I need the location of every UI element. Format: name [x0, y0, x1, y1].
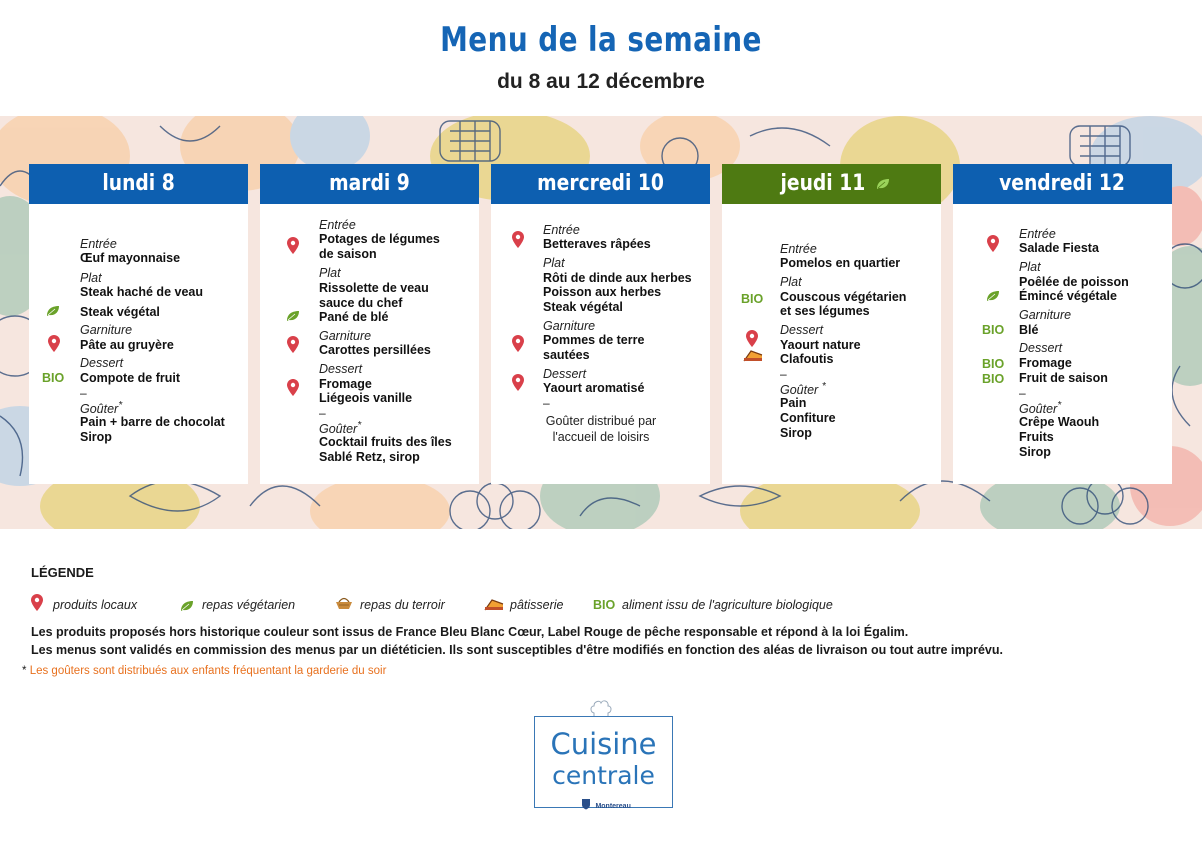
location-pin-icon: [987, 235, 999, 257]
pastry-icon: [743, 349, 763, 367]
dish-dessert-2: Liégeois vanille: [319, 391, 413, 405]
bio-badge: BIO: [982, 357, 1005, 371]
label-plat: Plat: [80, 271, 102, 285]
dish-plat-2: et ses légumes: [780, 304, 870, 318]
location-pin-icon: [287, 379, 299, 401]
dish-entree: Potages de légumes: [319, 232, 440, 246]
bio-badge: BIO: [741, 292, 764, 306]
dish-dessert: Compote de fruit: [80, 371, 180, 385]
basket-icon: [335, 597, 353, 615]
label-gouter: Goûter*: [80, 400, 123, 417]
info-line-1: Les produits proposés hors historique couleur sont issus de France Bleu Blanc Cœur, Label Rouge de pêche responsable et répond à la loi Égalim.: [31, 625, 909, 639]
dish-garniture-2: sautées: [543, 348, 590, 362]
day-header: mardi 9: [260, 164, 479, 204]
dish-garniture: Blé: [1019, 323, 1039, 337]
label-entree: Entrée: [1019, 227, 1056, 241]
location-pin-icon: [512, 231, 524, 253]
dish-dessert: Fromage: [319, 377, 372, 391]
leaf-icon: [286, 309, 300, 327]
label-entree: Entrée: [319, 218, 356, 232]
location-pin-icon: [31, 594, 43, 616]
dish-entree: Pomelos en quartier: [780, 256, 901, 270]
location-pin-icon: [512, 374, 524, 396]
bio-badge: BIO: [42, 371, 65, 385]
dish-gouter-3: Sirop: [780, 426, 812, 440]
separator-dash: –: [780, 367, 787, 381]
dish-garniture: Carottes persillées: [319, 343, 431, 357]
dish-plat-2: Poisson aux herbes: [543, 285, 662, 299]
separator-dash: –: [319, 406, 326, 420]
label-gouter: Goûter*: [319, 420, 362, 437]
dish-plat-vegetarien: Pané de blé: [319, 310, 389, 324]
dish-gouter-2: Fruits: [1019, 430, 1054, 444]
dish-plat: Rissolette de veau: [319, 281, 429, 295]
label-entree: Entrée: [80, 237, 117, 251]
dish-entree-2: de saison: [319, 247, 377, 261]
location-pin-icon: [287, 336, 299, 358]
dish-gouter-2: Sablé Retz, sirop: [319, 450, 420, 464]
label-garniture: Garniture: [1019, 308, 1072, 322]
label-entree: Entrée: [543, 223, 580, 237]
dish-plat-vegetarien: Émincé végétale: [1019, 289, 1117, 303]
dish-gouter: Pain + barre de chocolat: [80, 415, 225, 429]
logo-line-2: centrale: [552, 761, 655, 790]
label-dessert: Dessert: [1019, 341, 1063, 355]
dish-dessert: Fromage: [1019, 356, 1072, 370]
label-dessert: Dessert: [780, 323, 824, 337]
label-dessert: Dessert: [80, 356, 124, 370]
day-header: mercredi 10: [491, 164, 710, 204]
dish-entree: Salade Fiesta: [1019, 241, 1099, 255]
day-card-monday: [29, 164, 248, 484]
leaf-icon: [876, 164, 890, 204]
info-line-2: Les menus sont validés en commission des menus par un diététicien. Ils sont susceptibles d'être modifiés en fonction des aléas de livraison ou tout autre imprévu.: [31, 643, 1003, 657]
leaf-icon: [986, 289, 1000, 307]
label-dessert: Dessert: [543, 367, 587, 381]
gouter-footnote: * Les goûters sont distribués aux enfants fréquentant la garderie du soir: [22, 665, 387, 677]
dish-entree: Betteraves râpées: [543, 237, 651, 251]
legend-patisserie: pâtisserie: [510, 598, 564, 612]
separator-dash: –: [1019, 386, 1026, 400]
day-card-tuesday: [260, 164, 479, 484]
day-card-thursday: [722, 164, 941, 484]
label-gouter: Goûter *: [780, 381, 826, 398]
dish-dessert: Yaourt aromatisé: [543, 381, 645, 395]
dish-dessert-2: Clafoutis: [780, 352, 834, 366]
dish-dessert: Yaourt nature: [780, 338, 861, 352]
location-pin-icon: [512, 335, 524, 357]
page-subtitle: du 8 au 12 décembre: [497, 70, 705, 93]
location-pin-icon: [287, 237, 299, 259]
bio-badge: BIO: [982, 372, 1005, 386]
gouter-note: Goûter distribué par l'accueil de loisirs: [545, 414, 657, 444]
day-card-friday: [953, 164, 1172, 484]
leaf-icon: [180, 599, 194, 617]
day-header: lundi 8: [29, 164, 248, 204]
legend-terroir: repas du terroir: [360, 598, 445, 612]
dish-plat-3: Steak végétal: [543, 300, 623, 314]
dish-gouter-2: Confiture: [780, 411, 836, 425]
dish-plat: Poêlée de poisson: [1019, 275, 1129, 289]
dish-plat-vegetarien: Steak végétal: [80, 305, 160, 319]
label-dessert: Dessert: [319, 362, 363, 376]
dish-plat: Rôti de dinde aux herbes: [543, 271, 692, 285]
dish-gouter: Crêpe Waouh: [1019, 415, 1100, 429]
label-plat: Plat: [543, 256, 565, 270]
legend-title: LÉGENDE: [31, 565, 94, 580]
bio-badge: BIO: [593, 598, 616, 612]
legend-local: produits locaux: [53, 598, 138, 612]
dish-dessert-2: Fruit de saison: [1019, 371, 1108, 385]
montereau-logo: Montereau: [581, 795, 631, 813]
day-header-vegetarian: jeudi 11: [722, 164, 941, 204]
cuisine-centrale-logo: [534, 716, 673, 808]
dish-entree: Œuf mayonnaise: [80, 251, 181, 265]
day-card-wednesday: [491, 164, 710, 484]
page-title: Menu de la semaine: [440, 20, 762, 60]
dish-gouter-3: Sirop: [1019, 445, 1051, 459]
label-garniture: Garniture: [543, 319, 596, 333]
location-pin-icon: [48, 335, 60, 357]
label-entree: Entrée: [780, 242, 817, 256]
separator-dash: –: [80, 386, 87, 400]
dish-garniture: Pommes de terre: [543, 333, 645, 347]
legend-vegetarian: repas végétarien: [202, 598, 296, 612]
bio-badge: BIO: [982, 323, 1005, 337]
dish-plat: Steak haché de veau: [80, 285, 203, 299]
label-garniture: Garniture: [319, 329, 372, 343]
logo-line-1: Cuisine: [550, 727, 657, 761]
dish-gouter-2: Sirop: [80, 430, 112, 444]
day-header: vendredi 12: [953, 164, 1172, 204]
dish-plat: Couscous végétarien: [780, 290, 907, 304]
label-garniture: Garniture: [80, 323, 133, 337]
dish-plat-2: sauce du chef: [319, 296, 403, 310]
legend-bio: aliment issu de l'agriculture biologique: [622, 598, 833, 612]
label-plat: Plat: [1019, 260, 1041, 274]
leaf-icon: [46, 304, 60, 322]
dish-gouter: Pain: [780, 396, 807, 410]
dish-garniture: Pâte au gruyère: [80, 338, 174, 352]
label-plat: Plat: [780, 275, 802, 289]
separator-dash: –: [543, 396, 550, 410]
label-plat: Plat: [319, 266, 341, 280]
pastry-icon: [484, 598, 504, 616]
label-gouter: Goûter*: [1019, 400, 1062, 417]
dish-gouter: Cocktail fruits des îles: [319, 435, 452, 449]
